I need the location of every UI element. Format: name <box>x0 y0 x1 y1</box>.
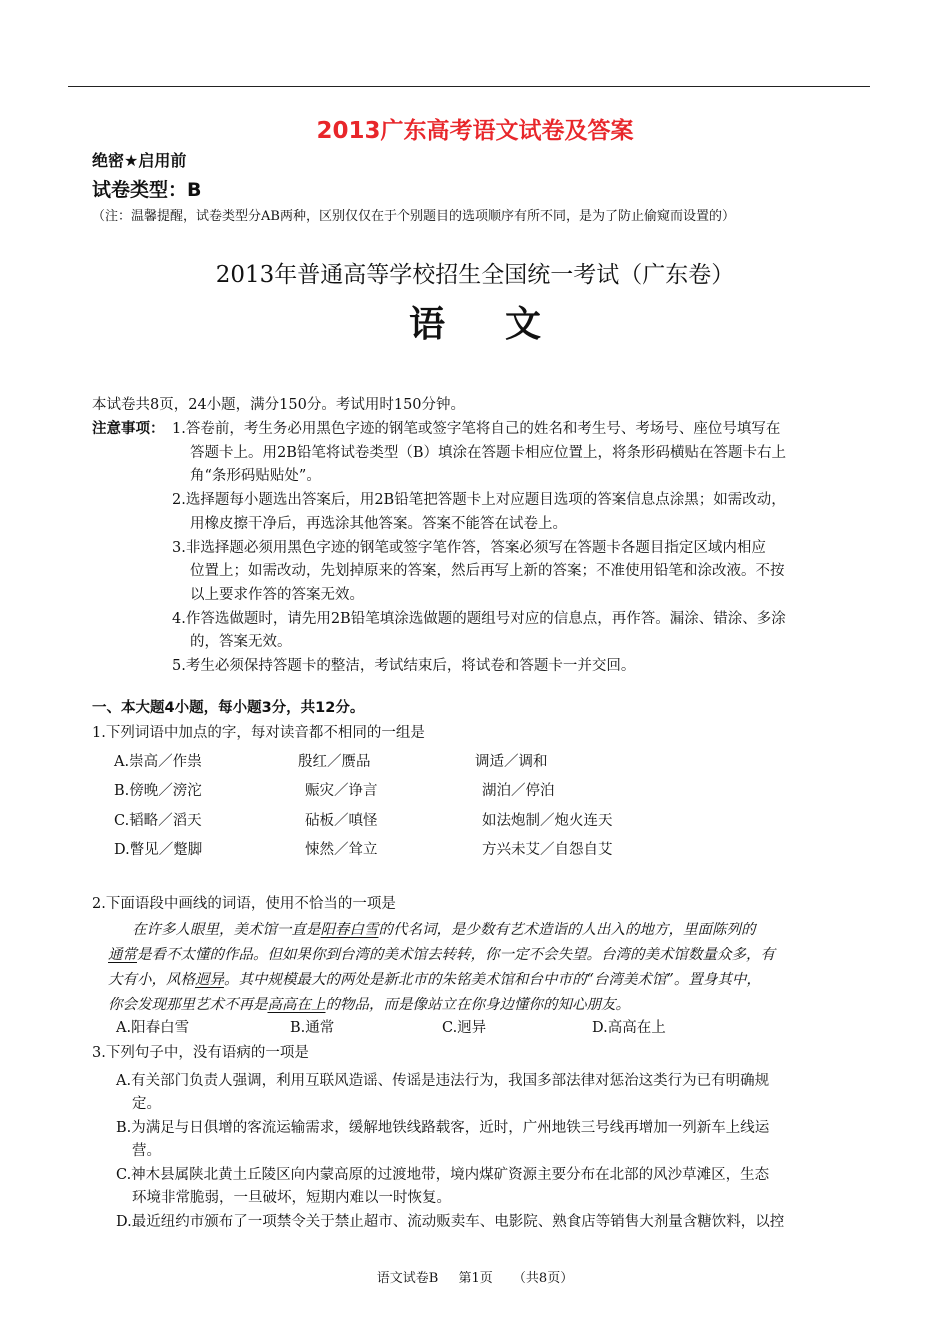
q3-option-c-line-2: 环境非常脆弱，一旦破坏，短期内难以一时恢复。 <box>132 1190 451 1206</box>
q2-passage-line-4: 你会发现那里艺术不再是高高在上的物品，而是像站立在你身边懂你的知心朋友。 <box>108 997 630 1013</box>
q1-b-col1: B.傍晚／滂沱 <box>114 783 202 799</box>
page-footer <box>0 1267 950 1286</box>
notice-label: 注意事项： <box>92 421 165 437</box>
q2-passage-line-1: 在许多人眼里，美术馆一直是阳春白雪的代名词，是少数有艺术造诣的人出入的地方，里面陈列的 <box>132 922 756 938</box>
q2-passage-line-3: 大有小，风格迥异。其中规模最大的两处是新北市的朱铭美术馆和台中市的“台湾美术馆”。置身其中， <box>108 972 761 988</box>
exam-title: 2013年普通高等学校招生全国统一考试（广东卷） <box>215 262 735 288</box>
underlined-term: 阳春白雪 <box>320 922 379 938</box>
paper-type-note: （注：温馨提醒，试卷类型分AB两种，区别仅仅在于个别题目的选项顺序有所不同，是为了防止偷窥而设置的） <box>92 209 735 224</box>
notice-item-3-line-3: 以上要求作答的答案无效。 <box>190 587 364 603</box>
notice-item-4-line-1: 4.作答选做题时，请先用2B铅笔填涂选做题的题组号对应的信息点，再作答。漏涂、错涂、多涂 <box>172 611 786 627</box>
q1-d-col1: D.瞥见／蹩脚 <box>114 842 203 858</box>
q1-c-col2: 砧板／嗔怪 <box>305 813 378 829</box>
q3-option-a-line-2: 定。 <box>132 1096 161 1112</box>
q2-option-c: C.迥异 <box>442 1020 487 1036</box>
notice-item-1-line-1: 1.答卷前，考生务必用黑色字迹的钢笔或签字笔将自己的姓名和考生号、考场号、座位号填写在 <box>172 421 781 437</box>
q1-c-col1: C.韬略／滔天 <box>114 813 202 829</box>
top-rule <box>68 86 870 87</box>
notice-item-3-line-1: 3.非选择题必须用黑色字迹的钢笔或签字笔作答，答案必须写在答题卡各题目指定区域内相应 <box>172 540 766 556</box>
q2-passage-line-2: 通常是看不太懂的作品。但如果你到台湾的美术馆去转转，你一定不会失望。台湾的美术馆数量众多，有 <box>108 947 775 963</box>
notice-item-4-line-2: 的，答案无效。 <box>190 634 292 650</box>
doc-title: 2013广东高考语文试卷及答案 <box>316 118 634 144</box>
q2-option-b: B.通常 <box>290 1020 335 1036</box>
footer-paper: 语文试卷B <box>376 1271 439 1286</box>
notice-item-1-line-2: 答题卡上。用2B铅笔将试卷类型（B）填涂在答题卡相应位置上，将条形码横贴在答题卡右上 <box>190 445 787 461</box>
notice-item-5-line-1: 5.考生必须保持答题卡的整洁，考试结束后，将试卷和答题卡一并交回。 <box>172 658 636 674</box>
q1-b-col3: 湖泊／停泊 <box>482 783 555 799</box>
q1-d-col3: 方兴未艾／自怨自艾 <box>482 842 613 858</box>
q3-option-c-line-1: C.神木县属陕北黄土丘陵区向内蒙高原的过渡地带，境内煤矿资源主要分布在北部的风沙草滩区，生态 <box>116 1167 770 1183</box>
q3-stem: 3.下列句子中，没有语病的一项是 <box>92 1045 309 1061</box>
subject-title: 语文 <box>408 304 601 345</box>
notice-item-2-line-2: 用橡皮擦干净后，再选涂其他答案。答案不能答在试卷上。 <box>190 516 567 532</box>
notice-item-3-line-2: 位置上；如需改动，先划掉原来的答案，然后再写上新的答案；不准使用铅笔和涂改液。不按 <box>190 563 785 579</box>
q2-option-a: A.阳春白雪 <box>116 1020 190 1036</box>
q3-option-d-line-1: D.最近纽约市颁布了一项禁令关于禁止超市、流动贩卖车、电影院、熟食店等销售大剂量含糖饮料，以控 <box>116 1214 785 1230</box>
q2-stem: 2.下面语段中画线的词语，使用不恰当的一项是 <box>92 896 396 912</box>
confidential-label: 绝密★启用前 <box>92 151 187 170</box>
notice-item-1-line-3: 角“条形码贴贴处”。 <box>190 468 321 484</box>
intro-line: 本试卷共8页，24小题，满分150分。考试用时150分钟。 <box>92 397 466 413</box>
q1-d-col2: 悚然／耸立 <box>305 842 378 858</box>
q3-option-b-line-1: B.为满足与日俱增的客流运输需求，缓解地铁线路载客，近时，广州地铁三号线再增加一列新车上线运 <box>116 1120 770 1136</box>
paper-type: 试卷类型：B <box>92 179 202 201</box>
footer-page: 第1页 <box>458 1271 493 1286</box>
q1-a-col2: 殷红／赝品 <box>298 754 371 770</box>
q3-option-a-line-1: A.有关部门负责人强调，利用互联风造谣、传谣是违法行为，我国多部法律对惩治这类行为已有明确规 <box>116 1073 770 1089</box>
q2-option-d: D.高高在上 <box>592 1020 666 1036</box>
footer-total: （共8页） <box>512 1271 574 1286</box>
q1-c-col3: 如法炮制／炮火连天 <box>482 813 613 829</box>
q1-a-col3: 调适／调和 <box>475 754 548 770</box>
q3-option-b-line-2: 营。 <box>132 1143 161 1159</box>
section-1-heading: 一、本大题4小题，每小题3分，共12分。 <box>92 700 365 716</box>
q1-b-col2: 赈灾／诤言 <box>305 783 378 799</box>
underlined-term: 通常 <box>108 947 137 963</box>
q1-a-col1: A.崇高／作祟 <box>114 754 202 770</box>
q1-stem: 1.下列词语中加点的字，每对读音都不相同的一组是 <box>92 725 425 741</box>
notice-item-2-line-1: 2.选择题每小题选出答案后，用2B铅笔把答题卡上对应题目选项的答案信息点涂黑；如需改动， <box>172 492 786 508</box>
underlined-term: 高高在上 <box>267 997 326 1013</box>
underlined-term: 迥异 <box>195 972 224 988</box>
